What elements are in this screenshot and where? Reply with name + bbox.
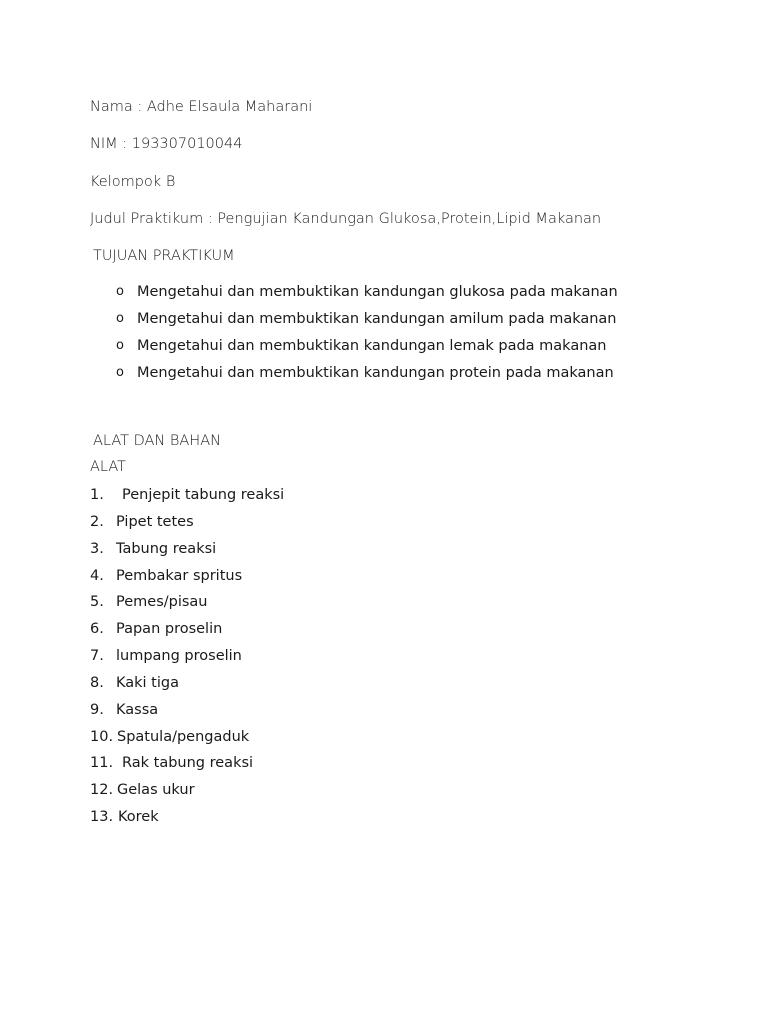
tools-materials-heading: ALAT DAN BAHAN [93, 433, 221, 449]
objective-text: Mengetahui dan membuktikan kandungan glukosa pada makanan [137, 284, 618, 300]
list-item-text: lumpang proselin [116, 648, 242, 665]
list-number: 12. [90, 782, 114, 799]
list-number: 9. [90, 701, 104, 718]
tools-subheading: ALAT [90, 459, 126, 475]
list-number: 6. [90, 621, 104, 638]
objective-text: Mengetahui dan membuktikan kandungan amilum pada makanan [137, 311, 617, 327]
list-number: 4. [90, 567, 104, 584]
practicum-title: Judul Praktikum : Pengujian Kandungan Glukosa,Protein,Lipid Makanan [90, 211, 602, 227]
objective-text: Mengetahui dan membuktikan kandungan lemak pada makanan [137, 338, 607, 354]
group-label: Kelompok B [90, 174, 176, 190]
list-item-text: Kaki tiga [116, 674, 179, 691]
list-item-text: Rak tabung reaksi [122, 755, 254, 772]
student-name: Nama : Adhe Elsaula Maharani [90, 99, 313, 115]
list-number: 1. [90, 487, 104, 503]
list-item-text: Papan proselin [116, 621, 223, 638]
list-item-text: Pembakar spritus [116, 567, 243, 584]
list-number: 13. [90, 809, 114, 826]
objective-text: Mengetahui dan membuktikan kandungan protein pada makanan [137, 365, 614, 381]
list-number: 11. [90, 755, 114, 772]
list-item-text: Penjepit tabung reaksi [122, 487, 285, 503]
list-number: 5. [90, 594, 104, 611]
list-item-text: Gelas ukur [117, 782, 195, 799]
student-nim: NIM : 193307010044 [90, 136, 243, 152]
list-number: 7. [90, 648, 104, 665]
list-number: 3. [90, 540, 104, 557]
list-item-text: Pemes/pisau [116, 594, 208, 611]
list-number: 8. [90, 674, 104, 691]
list-item-text: Pipet tetes [116, 513, 194, 530]
list-number: 10. [90, 728, 114, 745]
list-item-text: Spatula/pengaduk [117, 728, 250, 745]
circle-bullet-icon: o [116, 284, 124, 299]
objectives-heading: TUJUAN PRAKTIKUM [93, 248, 235, 264]
circle-bullet-icon: o [116, 338, 124, 353]
circle-bullet-icon: o [116, 311, 124, 326]
list-item-text: Tabung reaksi [116, 540, 217, 557]
circle-bullet-icon: o [116, 365, 124, 380]
list-item-text: Kassa [116, 701, 159, 718]
list-number: 2. [90, 513, 104, 530]
list-item-text: Korek [118, 809, 159, 826]
